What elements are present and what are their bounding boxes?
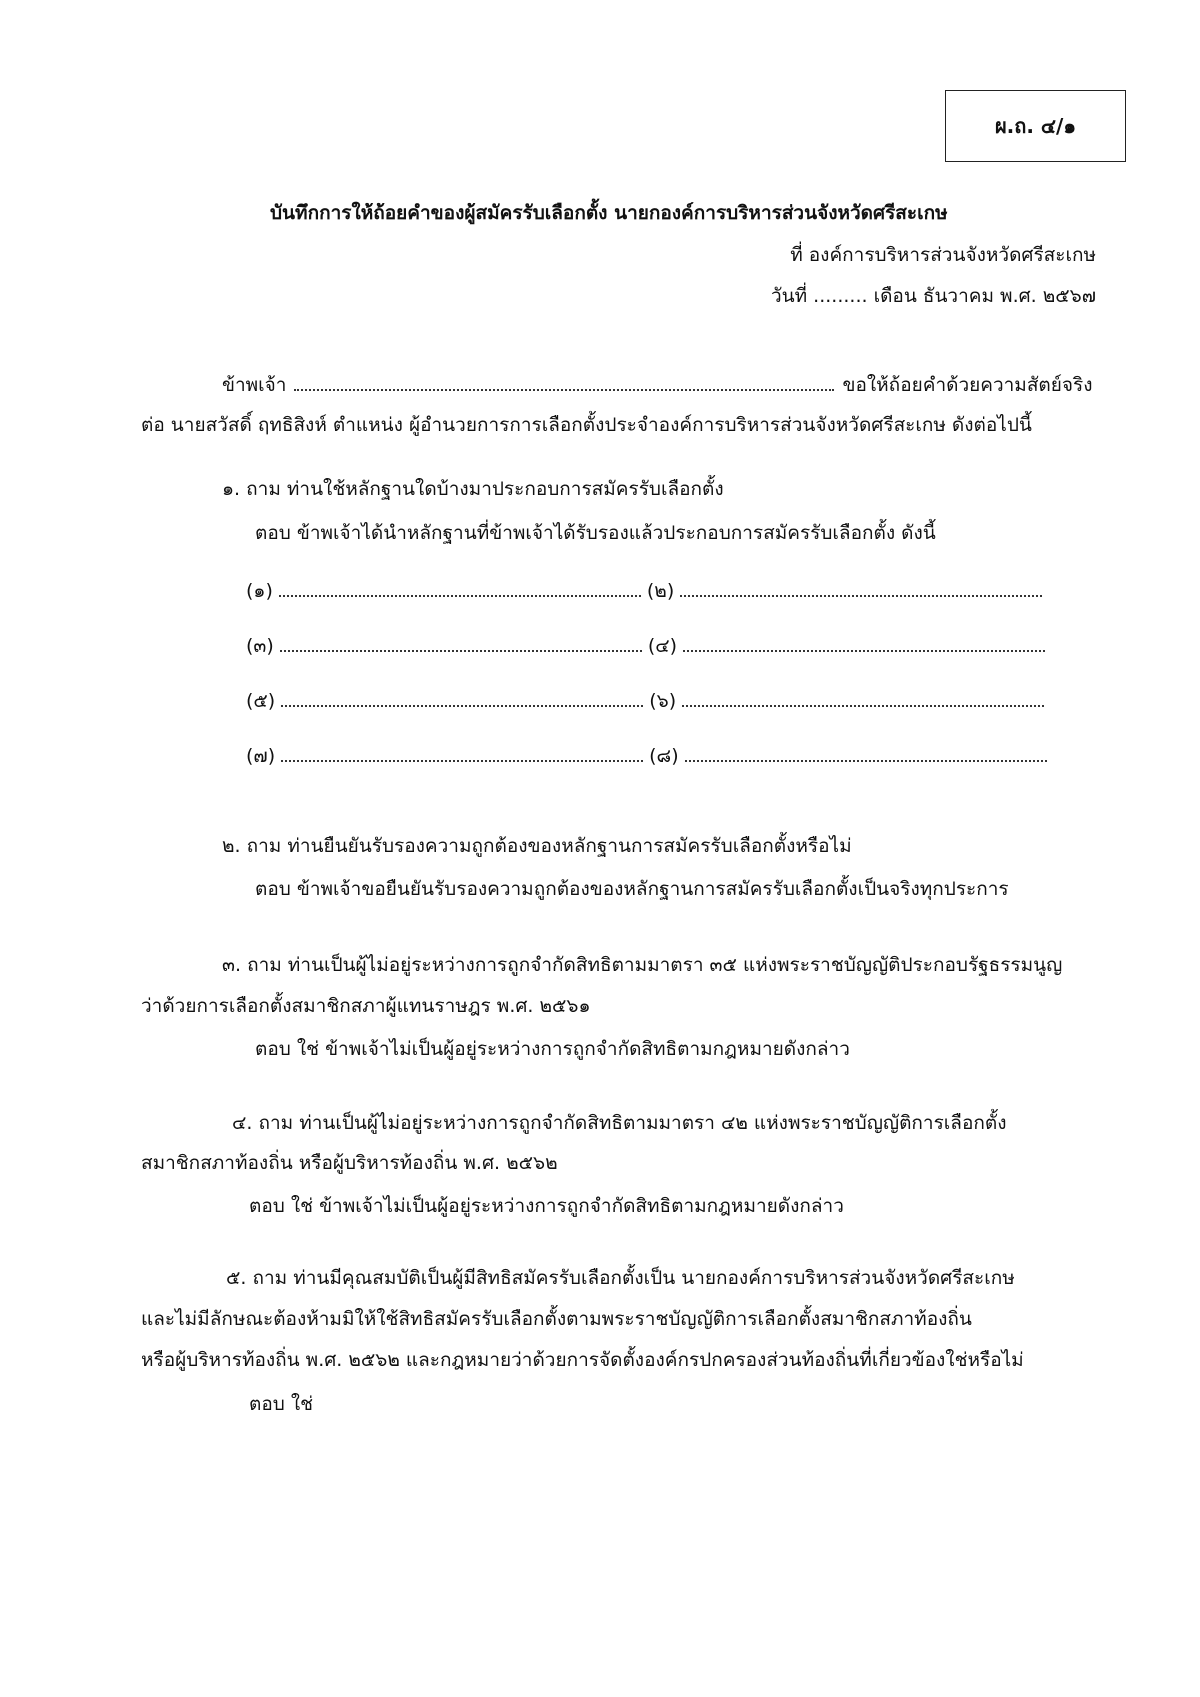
- evidence-label-2: (๒): [646, 580, 675, 602]
- q2-question: ๒. ถาม ท่านยืนยันรับรองความถูกต้องของหลักฐานการสมัครรับเลือกตั้งหรือไม่: [222, 835, 852, 857]
- evidence-fill-5[interactable]: [281, 687, 643, 707]
- document-title: บันทึกการให้ถ้อยคำของผู้สมัครรับเลือกตั้ง นายกองค์การบริหารส่วนจังหวัดศรีสะเกษ: [270, 202, 948, 224]
- evidence-row-1: [246, 577, 1042, 604]
- q4-question-line-2: สมาชิกสภาท้องถิ่น หรือผู้บริหารท้องถิ่น พ.ศ. ๒๕๖๒: [141, 1152, 558, 1174]
- form-code-box: [945, 90, 1126, 162]
- q1-answer: ตอบ ข้าพเจ้าได้นำหลักฐานที่ข้าพเจ้าได้รับรองแล้วประกอบการสมัครรับเลือกตั้ง ดังนี้: [255, 522, 936, 544]
- place-line: ที่ องค์การบริหารส่วนจังหวัดศรีสะเกษ: [790, 244, 1096, 266]
- q1-question: ๑. ถาม ท่านใช้หลักฐานใดบ้างมาประกอบการสมัครรับเลือกตั้ง: [222, 478, 724, 500]
- evidence-fill-4[interactable]: [683, 632, 1045, 652]
- q4-question-line-1: ๔. ถาม ท่านเป็นผู้ไม่อยู่ระหว่างการถูกจำกัดสิทธิตามมาตรา ๔๒ แห่งพระราชบัญญัติการเลือกตั้ง: [232, 1112, 1007, 1134]
- q3-answer: ตอบ ใช่ ข้าพเจ้าไม่เป็นผู้อยู่ระหว่างการถูกจำกัดสิทธิตามกฎหมายดังกล่าว: [255, 1038, 850, 1060]
- evidence-fill-8[interactable]: [685, 742, 1047, 762]
- evidence-row-4: [246, 742, 1047, 769]
- date-line: วันที่ ......... เดือน ธันวาคม พ.ศ. ๒๕๖๗: [770, 285, 1096, 307]
- q2-answer: ตอบ ข้าพเจ้าขอยืนยันรับรองความถูกต้องของหลักฐานการสมัครรับเลือกตั้งเป็นจริงทุกประการ: [255, 878, 1009, 900]
- evidence-fill-6[interactable]: [682, 687, 1044, 707]
- q5-question-line-3: หรือผู้บริหารท้องถิ่น พ.ศ. ๒๕๖๒ และกฎหมายว่าด้วยการจัดตั้งองค์กรปกครองส่วนท้องถิ่นที่เกี่ยวข้องใช่หรือไม่: [141, 1349, 1024, 1371]
- form-code: ผ.ถ. ๔/๑: [994, 114, 1077, 138]
- evidence-row-2: [246, 632, 1045, 659]
- q5-answer: ตอบ ใช่: [249, 1393, 314, 1415]
- intro-suffix: ขอให้ถ้อยคำด้วยความสัตย์จริง: [842, 374, 1093, 396]
- q3-question-line-1: ๓. ถาม ท่านเป็นผู้ไม่อยู่ระหว่างการถูกจำกัดสิทธิตามมาตรา ๓๕ แห่งพระราชบัญญัติประกอบรัฐธรรมนูญ: [222, 954, 1063, 976]
- evidence-fill-2[interactable]: [680, 577, 1042, 597]
- q4-answer: ตอบ ใช่ ข้าพเจ้าไม่เป็นผู้อยู่ระหว่างการถูกจำกัดสิทธิตามกฎหมายดังกล่าว: [249, 1195, 844, 1217]
- q3-question-line-2: ว่าด้วยการเลือกตั้งสมาชิกสภาผู้แทนราษฎร พ.ศ. ๒๕๖๑: [141, 995, 591, 1017]
- evidence-label-6: (๖): [649, 690, 677, 712]
- name-fill-line[interactable]: [294, 371, 834, 391]
- evidence-label-4: (๔): [647, 635, 678, 657]
- evidence-label-3: (๓): [246, 635, 274, 657]
- q5-question-line-1: ๕. ถาม ท่านมีคุณสมบัติเป็นผู้มีสิทธิสมัครรับเลือกตั้งเป็น นายกองค์การบริหารส่วนจังหวัดศรีสะเกษ: [226, 1267, 1015, 1289]
- evidence-label-1: (๑): [246, 580, 273, 602]
- evidence-row-3: [246, 687, 1044, 714]
- intro-line-1: [222, 371, 1093, 398]
- evidence-label-8: (๘): [649, 745, 679, 767]
- intro-prefix: ข้าพเจ้า: [222, 374, 287, 396]
- intro-line-2: ต่อ นายสวัสดิ์ ฤทธิสิงห์ ตำแหน่ง ผู้อำนวยการการเลือกตั้งประจำองค์การบริหารส่วนจังหวัดศรีสะเกษ ดังต่อไปนี้: [141, 414, 1032, 436]
- evidence-fill-3[interactable]: [280, 632, 642, 652]
- evidence-fill-1[interactable]: [279, 577, 641, 597]
- evidence-fill-7[interactable]: [281, 742, 643, 762]
- evidence-label-5: (๕): [246, 690, 276, 712]
- evidence-label-7: (๗): [246, 745, 276, 767]
- q5-question-line-2: และไม่มีลักษณะต้องห้ามมิให้ใช้สิทธิสมัครรับเลือกตั้งตามพระราชบัญญัติการเลือกตั้งสมาชิกสภาท้องถิ่น: [141, 1308, 972, 1330]
